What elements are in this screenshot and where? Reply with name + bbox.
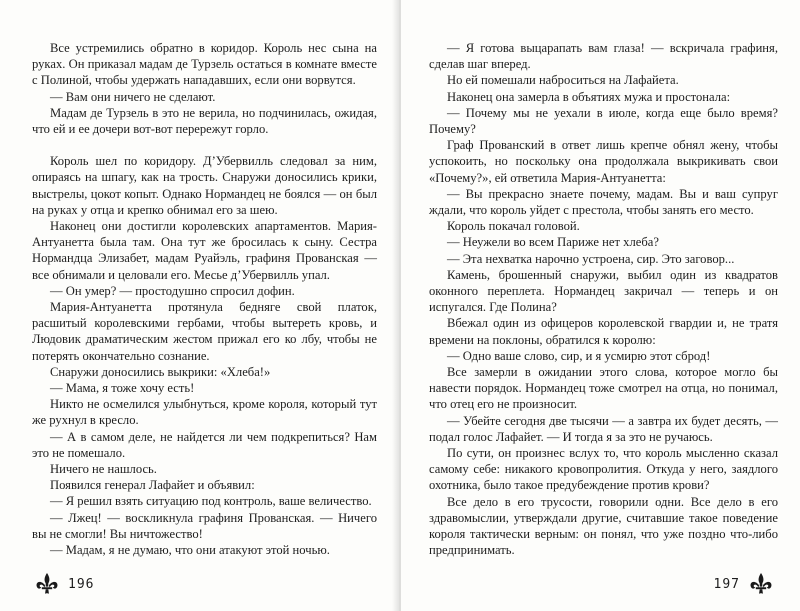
fleur-de-lis-icon	[748, 571, 774, 597]
paragraph: — Убейте сегодня две тысячи — а завтра их будет десять, — подал голос Лафайет. — И тогда я за это не ручаюсь.	[429, 413, 778, 444]
paragraph: — Я готова выцарапать вам глаза! — вскричала графиня, сделав шаг вперед.	[429, 41, 778, 72]
paragraph: — Вам они ничего не сделают.	[50, 89, 216, 104]
paragraph: Все замерли в ожидании этого слова, которое могло бы навести порядок. Нормандец тоже смотрел на отца, но понимал, что отец его не произносит.	[429, 365, 778, 412]
paragraph: Появился генерал Лафайет и объявил:	[50, 478, 255, 493]
paragraph: Вбежал один из офицеров королевской гвардии и, не тратя времени на поклоны, обратился к королю:	[429, 316, 778, 347]
paragraph: Ничего не нашлось.	[50, 462, 157, 477]
paragraph: — Мама, я тоже хочу есть!	[50, 381, 195, 396]
paragraph: — Одно ваше слово, сир, и я усмирю этот сброд!	[447, 348, 711, 363]
paragraph: Все дело в его трусости, говорили одни. Все дело в его здравомыслии, утверждали другие, считавшие такое поведение короля тактически верным: он понял, что уже поздно что-либо предпринимать.	[429, 494, 778, 558]
paragraph: Снаружи доносились выкрики: «Хлеба!»	[50, 364, 271, 379]
paragraph: Мадам де Турзель в это не верила, но подчинилась, ожидая, что ей и ее дочери вот-вот перережут горло.	[32, 105, 377, 137]
page-number: 196	[68, 576, 95, 592]
paragraph: Никто не осмелился улыбнуться, кроме короля, который тут же рухнул в кресло.	[32, 397, 377, 428]
paragraph: — Лжец! — воскликнула графиня Прованская. — Ничего вы не смогли! Вы ничтожество!	[32, 510, 377, 541]
paragraph: Наконец они достигли королевских апартаментов. Мария-Антуанетта была там. Она тут же бросилась к сыну. Сестра Нормандца Элизабет, мадам Руайэль, графиня Прованская — все обнимали и целовали его. Месье д’Убервилль упал.	[32, 219, 377, 282]
paragraph: — Вы прекрасно знаете почему, мадам. Вы и ваш супруг ждали, что король уйдет с престола, чтобы занять его место.	[429, 186, 778, 218]
paragraph: Король шел по коридору. Д’Убервилль следовал за ним, опираясь на шпагу, как на трость. Снаружи доносились крики, выстрелы, цокот копыт. Однако Нормандец не боялся — он был на руках у отца и крепко обнимал его за шею.	[32, 154, 377, 217]
paragraph: — Я решил взять ситуацию под контроль, ваше величество.	[50, 494, 372, 509]
left-page-text	[32, 40, 377, 558]
paragraph: — Мадам, я не думаю, что они атакуют этой ночью.	[50, 543, 330, 558]
paragraph: Граф Прованский в ответ лишь крепче обнял жену, чтобы успокоить, но поскольку она продолжала выкрикивать свои «Почему?», ей ответила Мария-Антуанетта:	[429, 138, 778, 185]
paragraph: Все устремились обратно в коридор. Король нес сына на руках. Он приказал мадам де Турзель остаться в комнате вместе с Полиной, чтобы удержать нападавших, если они ворвутся.	[32, 41, 377, 88]
right-page	[401, 0, 800, 611]
paragraph: — Он умер? — простодушно спросил дофин.	[50, 283, 295, 298]
right-page-text	[429, 40, 778, 559]
left-page-footer	[34, 571, 94, 597]
paragraph: — А в самом деле, не найдется ли чем подкрепиться? Нам это не помешало.	[32, 429, 377, 460]
paragraph: Но ей помешали наброситься на Лафайета.	[447, 73, 679, 88]
paragraph: — Эта нехватка нарочно устроена, сир. Это заговор...	[447, 251, 735, 266]
paragraph: Наконец она замерла в объятиях мужа и простонала:	[447, 89, 731, 104]
right-page-footer	[714, 571, 774, 597]
paragraph: Король покачал головой.	[447, 219, 580, 234]
paragraph: — Почему мы не уехали в июле, когда еще было время? Почему?	[429, 105, 778, 137]
paragraph: По сути, он произнес вслух то, что король мысленно сказал самому себе: никакого кровопролития. Откуда у него, заядлого охотника, было такое предубеждение против крови?	[429, 446, 778, 493]
left-page	[0, 0, 399, 611]
paragraph: Камень, брошенный снаружи, выбил один из квадратов оконного переплета. Нормандец закричал — теперь и он испугался. Где Полина?	[429, 267, 778, 315]
page-number: 197	[713, 576, 740, 592]
fleur-de-lis-icon	[34, 571, 60, 597]
paragraph: — Неужели во всем Париже нет хлеба?	[447, 235, 659, 250]
paragraph: Мария-Антуанетта протянула бедняге свой платок, расшитый королевскими гербами, чтобы вытереть кровь, и Людовик драматическим жестом прижал его ко лбу, чтобы не потерять окончательно сознание.	[32, 300, 377, 363]
